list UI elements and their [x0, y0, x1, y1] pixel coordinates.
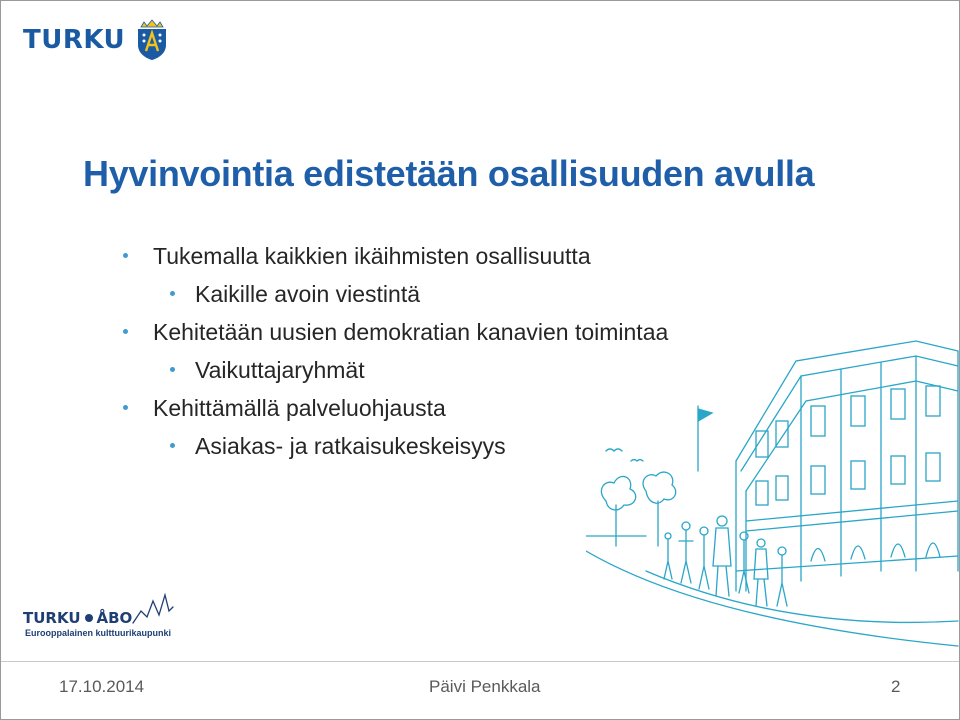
logo-dot-icon — [85, 614, 93, 622]
culture-logo-left: TURKU — [23, 609, 81, 627]
bullet-text: Kehitetään uusien demokratian kanavien toimintaa — [153, 319, 669, 345]
bullet-text: Kehittämällä palveluohjausta — [153, 395, 446, 421]
turku-logo-text: TURKU — [23, 25, 126, 55]
sub-bullet-item — [123, 279, 668, 317]
culture-logo-subtitle: Eurooppalainen kulttuurikaupunki — [25, 628, 172, 638]
turku-logo — [23, 19, 169, 61]
footer-date: 17.10.2014 — [59, 677, 145, 696]
bullet-dot-icon — [123, 253, 128, 258]
bullet-dot-icon — [170, 443, 175, 448]
slide-title: Hyvinvointia edistetään osallisuuden avulla — [83, 153, 815, 194]
bullet-item — [123, 241, 668, 279]
bullet-dot-icon — [123, 405, 128, 410]
footer-divider — [1, 661, 959, 662]
flame-sketch-icon — [131, 593, 175, 627]
bullet-dot-icon — [170, 291, 175, 296]
bullet-dot-icon — [123, 329, 128, 334]
bullet-dot-icon — [170, 367, 175, 372]
city-street-sketch — [586, 321, 960, 661]
bullet-text: Tukemalla kaikkien ikäihmisten osallisuutta — [153, 243, 591, 269]
bullet-text: Kaikille avoin viestintä — [195, 281, 421, 307]
culture-logo-right: ÅBO — [96, 609, 133, 627]
footer-author: Päivi Penkkala — [429, 677, 541, 696]
culture-logo-title — [23, 609, 132, 627]
turku-coat-of-arms-icon — [135, 19, 169, 61]
bullet-text: Vaikuttajaryhmät — [195, 357, 365, 383]
bullet-text: Asiakas- ja ratkaisukeskeisyys — [195, 433, 506, 459]
page-number: 2 — [891, 677, 901, 696]
culture-capital-logo — [23, 593, 173, 643]
